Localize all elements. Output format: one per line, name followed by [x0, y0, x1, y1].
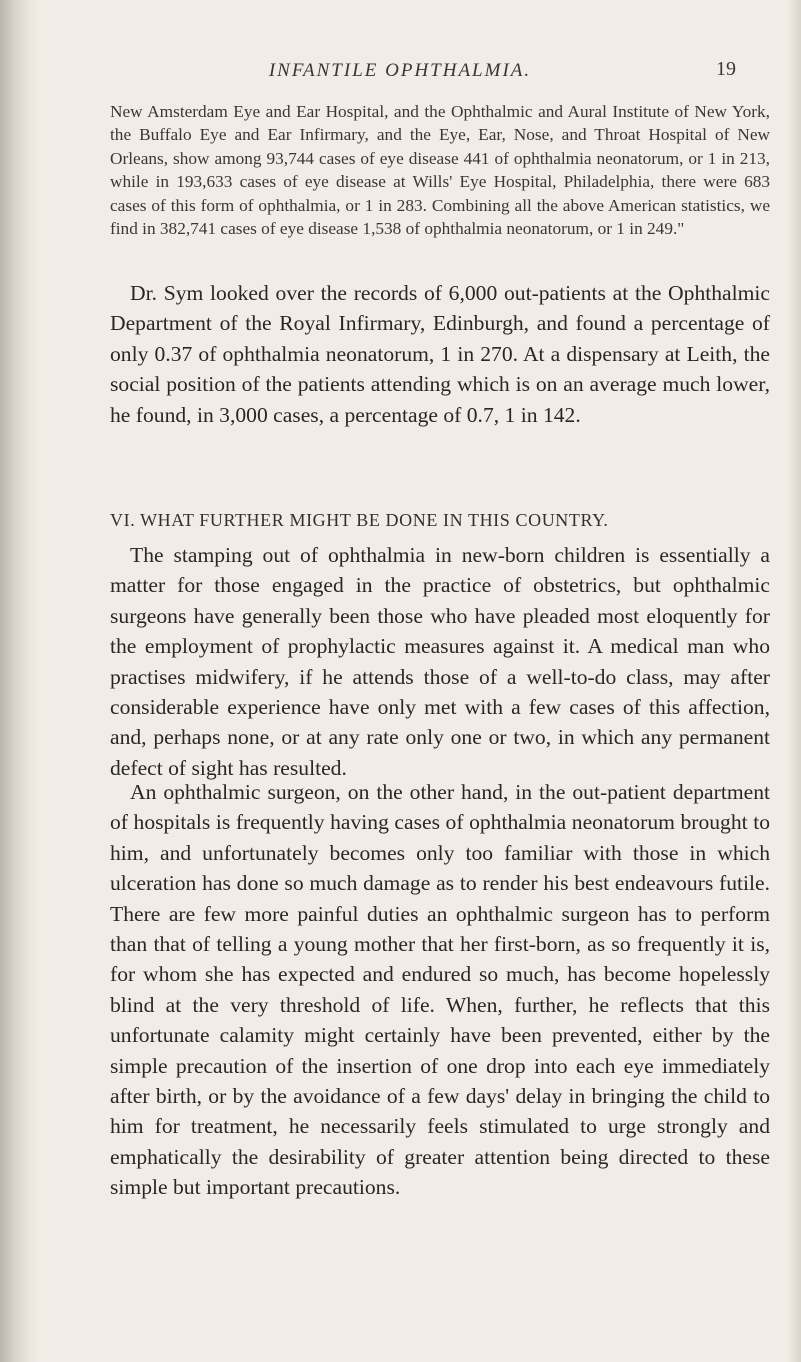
page-binding-edge: [0, 0, 38, 1362]
body-paragraph-stamping-out: [110, 540, 770, 783]
paragraph-text: An ophthalmic surgeon, on the other hand, in the out-patient department of hospitals is frequently having cases of ophthalmia neonatorum brought to him, and unfortunately becomes only too familiar with those in which ulceration has done so much damage as to render his best endeavours futile. There are few more painful duties an ophthalmic surgeon has to perform than that of telling a young mother that her first-born, as so frequently it is, for whom she has expected and endured so much, has become hopelessly blind at the very threshold of life. When, further, he reflects that this unfortunate calamity might certainly have been prevented, either by the simple precaution of the insertion of one drop into each eye immediately after birth, or by the avoidance of a few days' delay in bringing the child to him for treatment, he necessarily feels stimulated to urge strongly and emphatically the desirability of greater attention being directed to these simple but important precautions.: [110, 780, 770, 1200]
section-heading: VI. WHAT FURTHER MIGHT BE DONE IN THIS COUNTRY.: [110, 510, 609, 530]
body-paragraph-ophthalmic-surgeon: [110, 777, 770, 1203]
body-paragraph-sym-records: [110, 278, 770, 430]
quoted-statistics-paragraph: New Amsterdam Eye and Ear Hospital, and the Ophthalmic and Aural Institute of New York, the Buffalo Eye and Ear Infirmary, and the Eye, Ear, Nose, and Throat Hospital of New Orleans, show among 93,744 cases of eye disease 441 of ophthalmia neonatorum, or 1 in 213, while in 193,633 cases of eye disease at Wills' Eye Hospital, Philadelphia, there were 683 cases of this form of ophthalmia, or 1 in 283. Combining all the above American statistics, we find in 382,741 cases of eye disease 1,538 of ophthalmia neonatorum, or 1 in 249.": [110, 102, 770, 239]
paragraph-text: Dr. Sym looked over the records of 6,000 out-patients at the Ophthalmic Department of the Royal Infirmary, Edinburgh, and found a percentage of only 0.37 of ophthalmia neonatorum, 1 in 270. At a dispensary at Leith, the social position of the patients attending which is on an average much lower, he found, in 3,000 cases, a percentage of 0.7, 1 in 142.: [110, 281, 770, 427]
page-number: 19: [716, 58, 736, 80]
page-right-edge: [787, 0, 801, 1362]
paragraph-text: The stamping out of ophthalmia in new-born children is essentially a matter for those engaged in the practice of obstetrics, but ophthalmic surgeons have generally been those who have pleaded most eloquently for the employment of prophylactic measures against it. A medical man who practises midwifery, if he attends those of a well-to-do class, may after considerable experience have only met with a few cases of this affection, and, perhaps none, or at any rate only one or two, in which any permanent defect of sight has resulted.: [110, 543, 770, 780]
running-head: INFANTILE OPHTHALMIA.: [268, 60, 532, 81]
